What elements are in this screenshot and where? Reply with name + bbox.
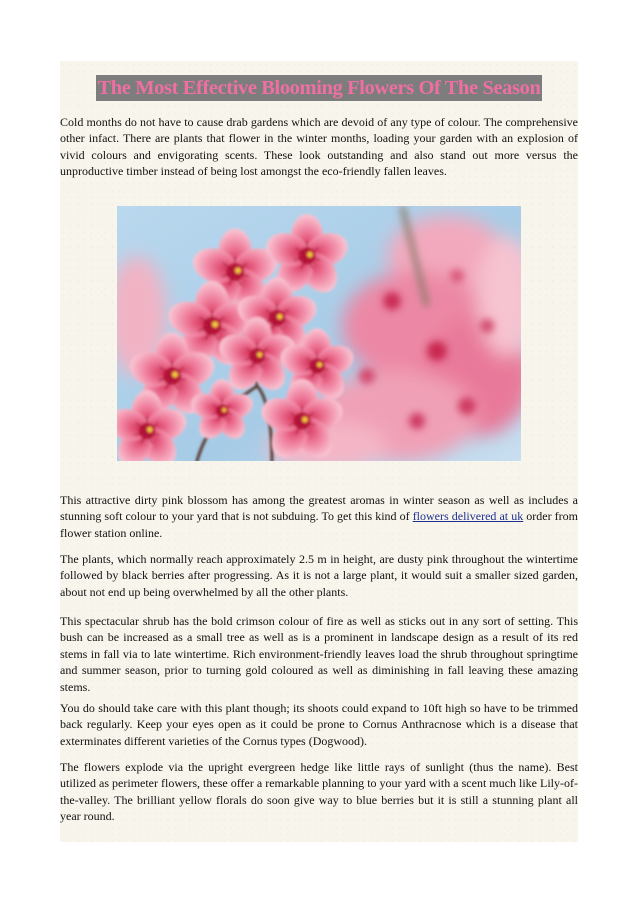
flowers-delivered-link[interactable]: flowers delivered at uk [412, 509, 524, 524]
paragraph-care: You do should take care with this plant though; its shoots could expand to 10ft high so have to be trimmed back regularly. Keep your eyes open as it could be prone to Cornus Anthracnose which is a disease that exterminates different varieties of the Cornus types (Dogwood). [60, 701, 578, 748]
paragraph-blossom-text: This attractive dirty pink blossom has among the greatest aromas in winter season as well as includes a stunning soft colour to your yard that is not subduing. To get this kind of [60, 493, 578, 524]
cherry-blossom-photo [117, 206, 521, 461]
paragraph-shrub: This spectacular shrub has the bold crimson colour of fire as well as sticks out in any sort of setting. This bush can be increased as a small tree as well as is a prominent in landscape design as a result of its red stems in fall via to late wintertime. Rich environment-friendly leaves load the shrub throughout springtime and summer season, prior to turning gold coloured as well as diminishing in fall leaving these amazing stems. [60, 614, 578, 694]
paragraph-blossom-text-end: order from flower station online. [60, 509, 578, 540]
paragraph-blossom [60, 492, 578, 541]
document-page [60, 61, 578, 842]
page-title: The Most Effective Blooming Flowers Of The Season [97, 77, 541, 99]
paragraph-intro: Cold months do not have to cause drab gardens which are devoid of any type of colour. The comprehensive other infact. There are plants that flower in the winter months, loading your garden with an explosion of vivid colours and envigorating scents. These look outstanding and also stand out more versus the unproductive timber instead of being lost amongst the eco-friendly fallen leaves. [60, 115, 578, 179]
title-container [64, 75, 574, 101]
paragraph-hedge: The flowers explode via the upright evergreen hedge like little rays of sunlight (thus the name). Best utilized as perimeter flowers, these offer a remarkable planning to your yard with a scent much like Lily-of-the-valley. The brilliant yellow florals do soon give way to blue berries but it is still a stunning plant all year round. [60, 760, 578, 824]
paragraph-plants: The plants, which normally reach approximately 2.5 m in height, are dusty pink throughout the wintertime followed by black berries after progressing. As it is not a large plant, it would suit a smaller sized garden, about not end up being overwhelmed by all the other plants. [60, 552, 578, 599]
